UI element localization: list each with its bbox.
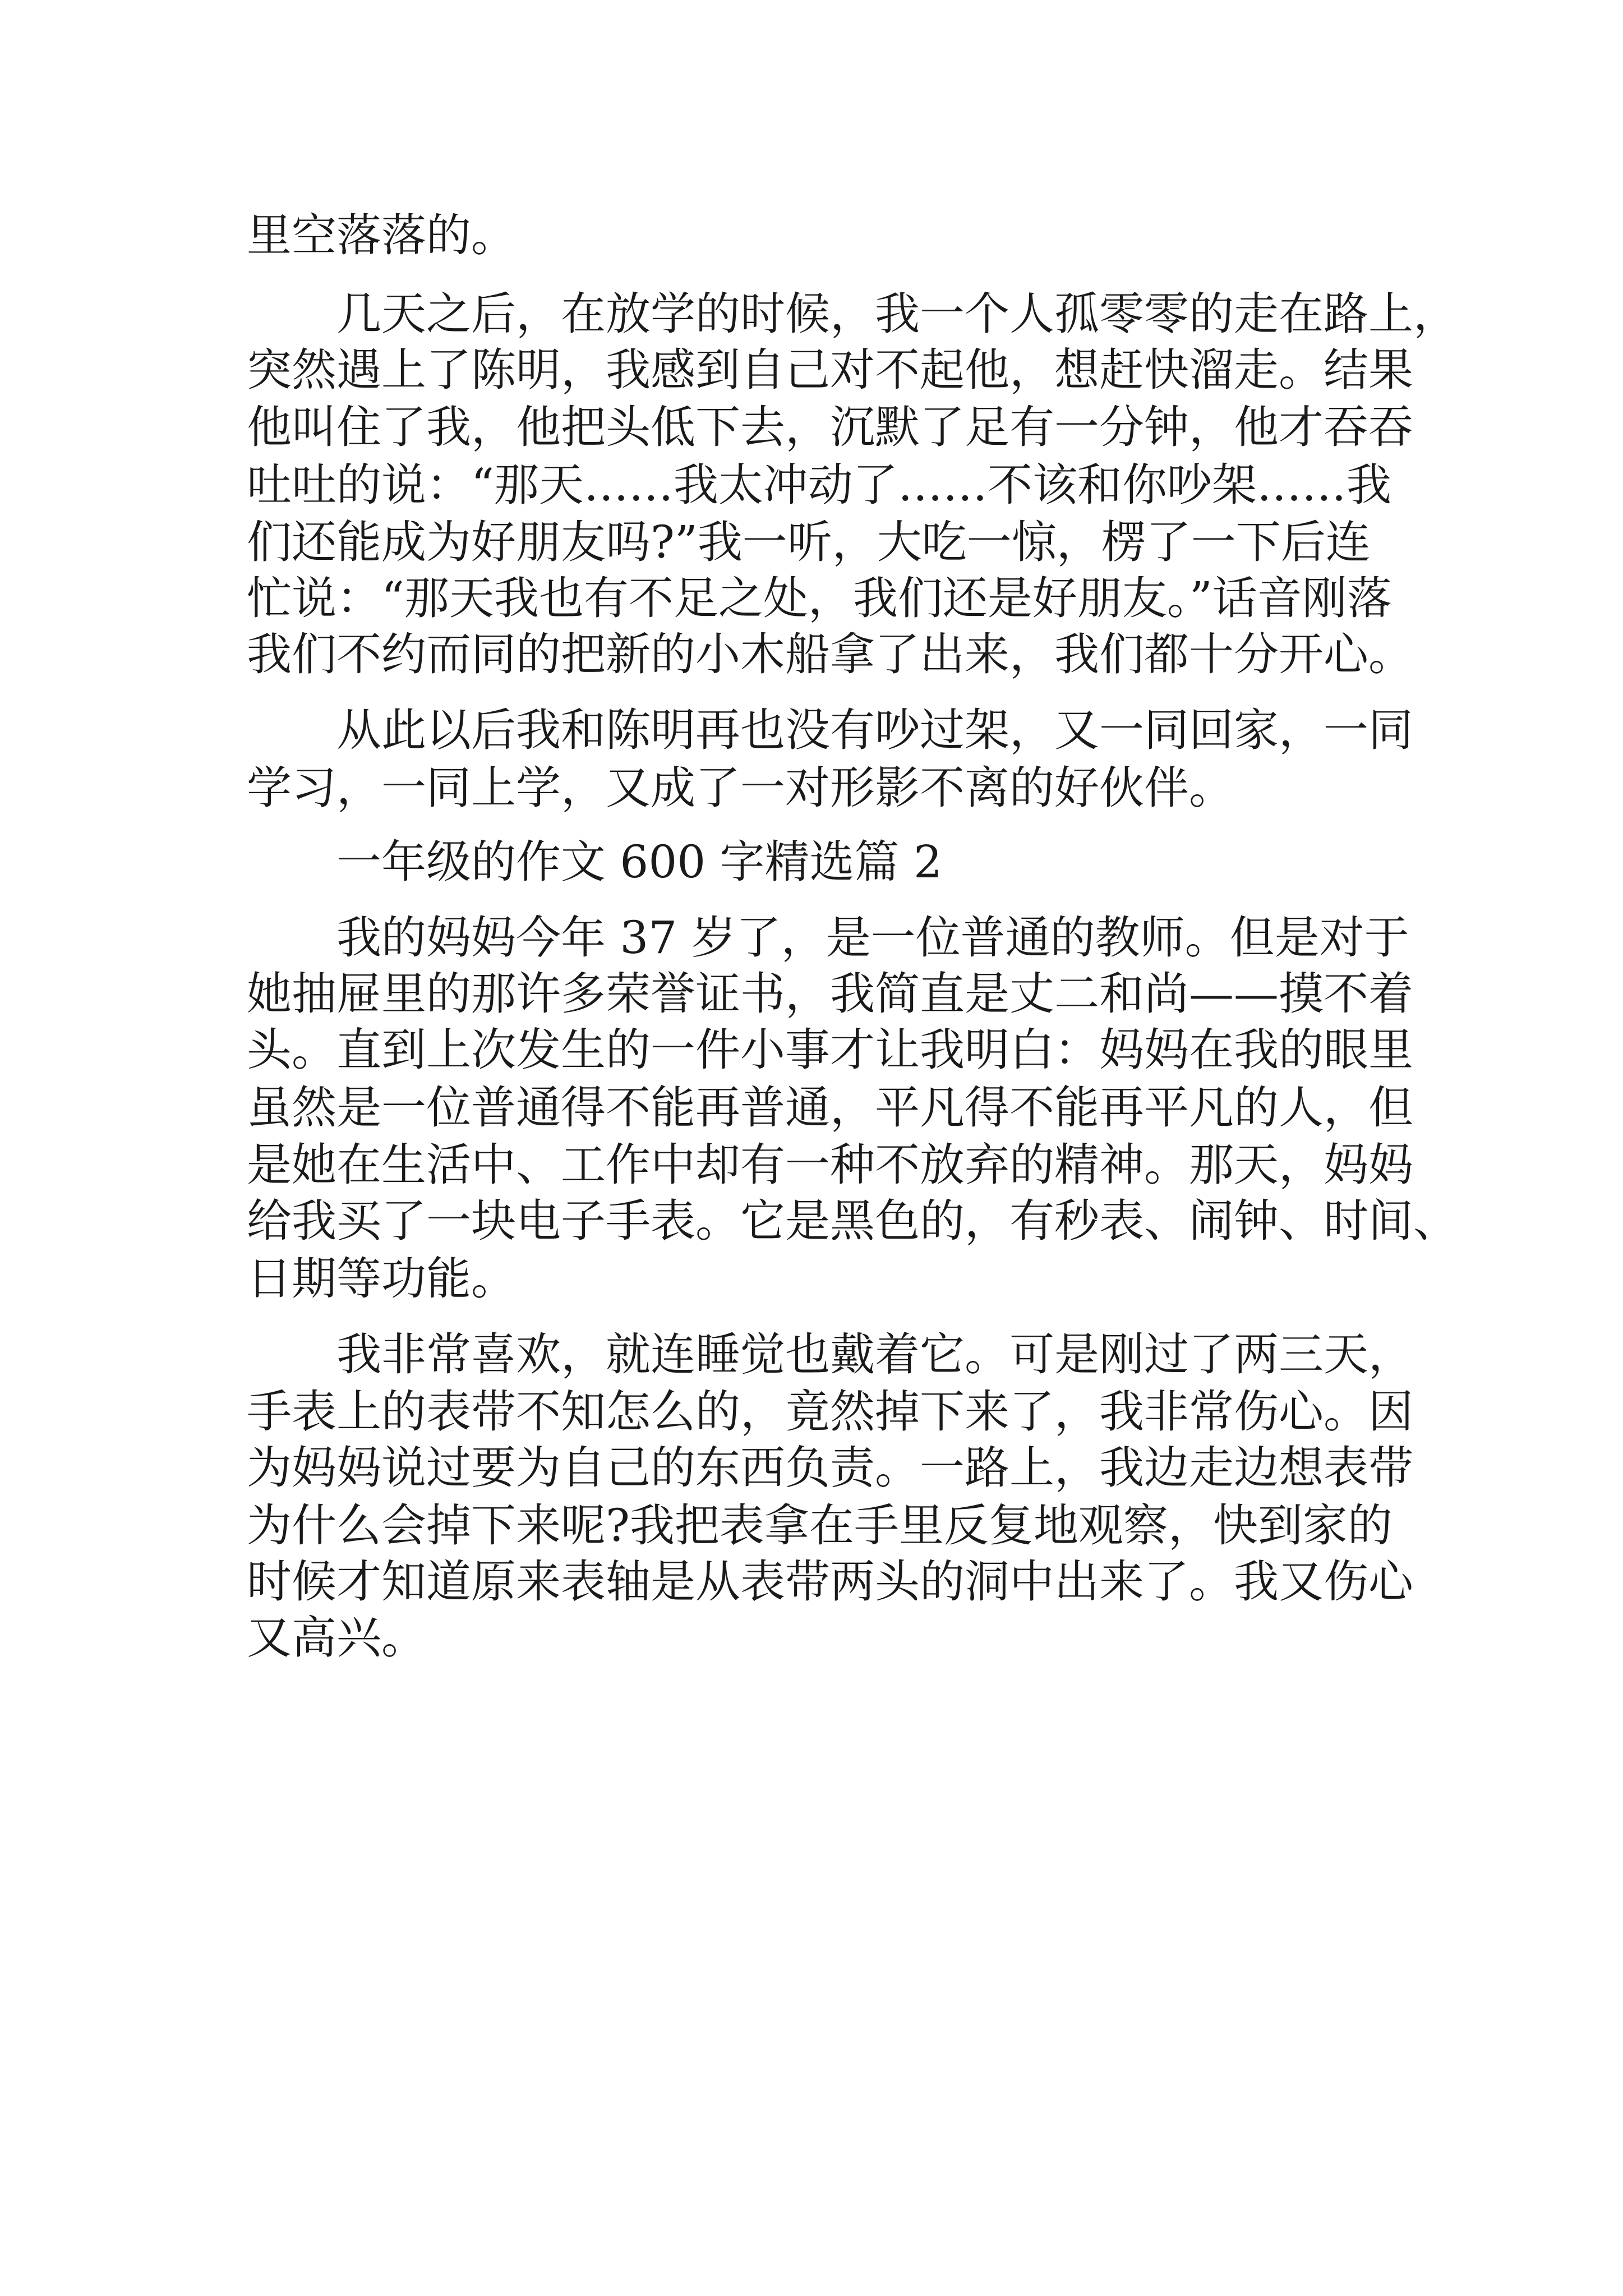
text-line: 忙说：“那天我也有不足之处，我们还是好朋友。”话音刚落 [247,572,1392,624]
text-line: 日期等功能。 [247,1253,516,1305]
text-line: 学习，一同上学，又成了一对形影不离的好伙伴。 [247,762,1234,814]
text-line: 我们不约而同的把新的小木船拿了出来，我们都十分开心。 [247,628,1413,680]
text-line: 几天之后，在放学的时候，我一个人孤零零的走在路上， [336,288,1458,340]
text-line: 我非常喜欢，就连睡觉也戴着它。可是刚过了两三天， [336,1328,1413,1381]
text-line: 她抽屉里的那许多荣誉证书，我简直是丈二和尚——摸不着 [247,968,1413,1020]
text-line: 从此以后我和陈明再也没有吵过架，又一同回家，一同 [336,704,1413,756]
text-line: 虽然是一位普通得不能再普通，平凡得不能再平凡的人，但 [247,1082,1413,1134]
text-line: 为妈妈说过要为自己的东西负责。一路上，我边走边想表带 [247,1442,1413,1494]
text-line: 吐吐的说：“那天……我太冲动了……不该和你吵架……我 [247,459,1391,511]
text-line: 时候才知道原来表轴是从表带两头的洞中出来了。我又伤心 [247,1556,1413,1608]
text-line: 手表上的表带不知怎么的，竟然掉下来了，我非常伤心。因 [247,1386,1413,1438]
text-line: 是她在生活中、工作中却有一种不放弃的精神。那天，妈妈 [247,1139,1413,1191]
text-line: 又高兴。 [247,1612,426,1664]
text-line: 里空落落的。 [247,209,516,261]
text-line: 他叫住了我，他把头低下去，沉默了足有一分钟，他才吞吞 [247,401,1413,453]
text-line: 们还能成为好朋友吗?”我一听，大吃一惊，楞了一下后连 [247,516,1371,568]
text-line: 为什么会掉下来呢?我把表拿在手里反复地观察，快到家的 [247,1499,1393,1552]
text-line: 头。直到上次发生的一件小事才让我明白：妈妈在我的眼里 [247,1024,1413,1076]
section-heading: 一年级的作文 600 字精选篇 2 [336,836,942,888]
text-line: 我的妈妈今年 37 岁了，是一位普通的教师。但是对于 [336,912,1409,964]
text-line: 给我买了一块电子手表。它是黑色的，有秒表、闹钟、时间、 [247,1195,1458,1247]
text-line: 突然遇上了陈明，我感到自己对不起他，想赶快溜走。结果 [247,344,1413,396]
